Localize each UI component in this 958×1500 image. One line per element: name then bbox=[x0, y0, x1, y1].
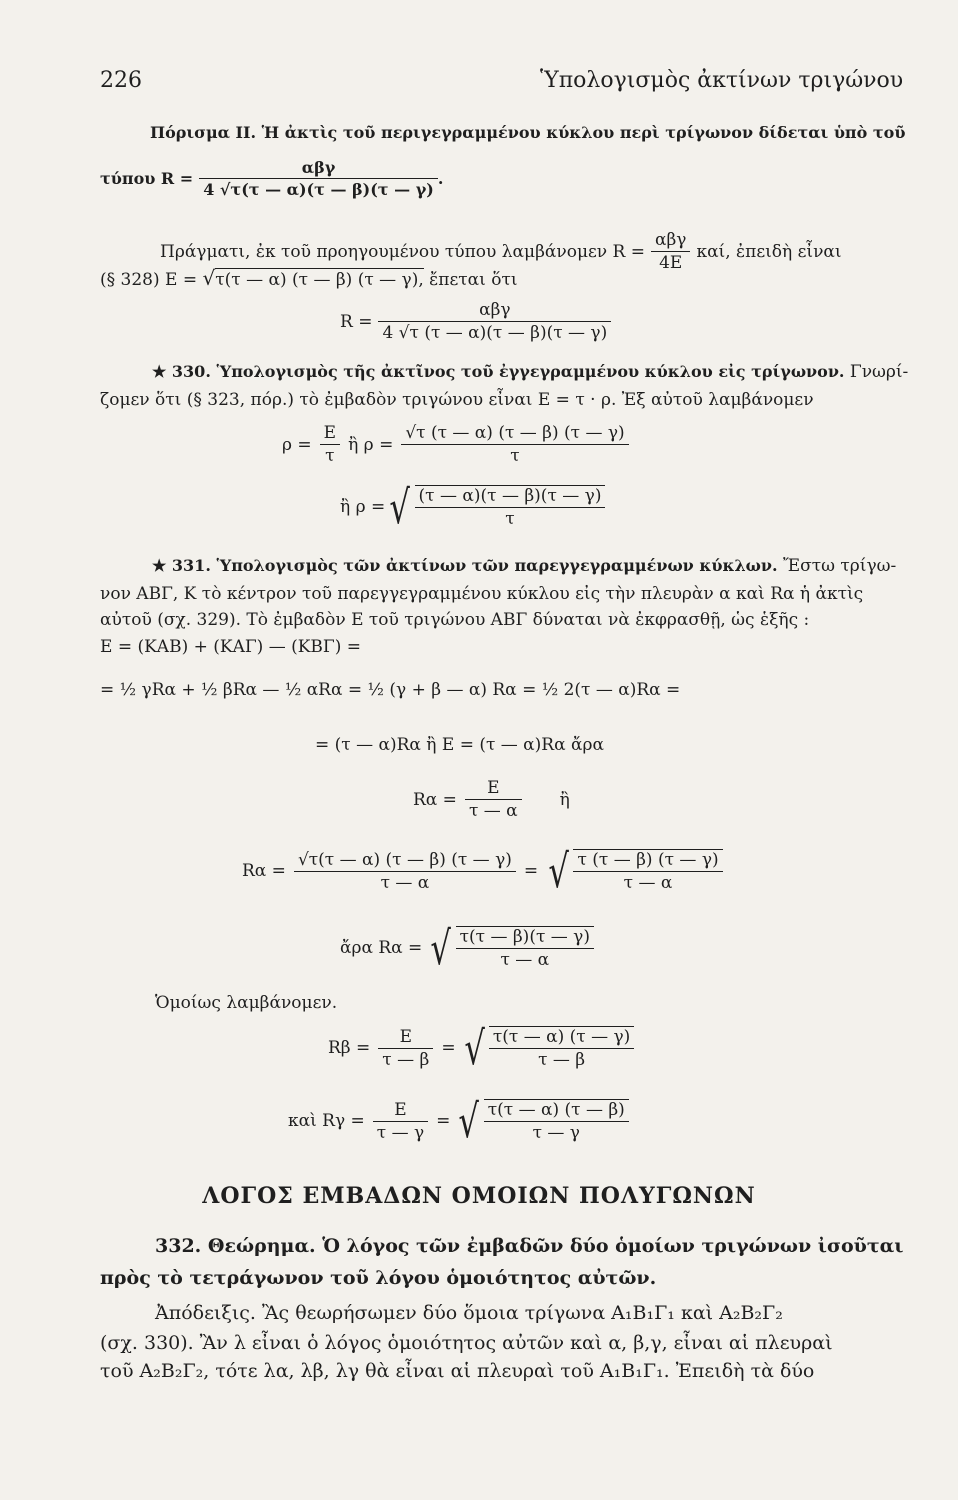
s331-eqB: = (τ — α)Rα ἢ Ε = (τ — α)Rα ἄρα bbox=[315, 735, 604, 755]
s331-omoios: Ὁμοίως λαμβάνομεν. bbox=[155, 993, 338, 1013]
s331-eqF bbox=[328, 1021, 634, 1075]
proof1-equation bbox=[340, 300, 611, 343]
s331-line2: νον ΑΒΓ, Κ τὸ κέντρον τοῦ παρεγγεγραμμένου κύκλου εἰς τὴν πλευρὰν α καὶ Rα ἡ ἀκτὶς bbox=[100, 584, 864, 604]
s331-eqC-fraction bbox=[465, 778, 522, 821]
s331-eqC bbox=[413, 778, 570, 821]
s331-eqG2-den: τ — γ bbox=[532, 1123, 580, 1143]
s331-line3: αὐτοῦ (σχ. 329). Τὸ ἐμβαδὸν Ε τοῦ τριγώνου ΑΒΓ δύναται νὰ ἐκφρασθῇ, ὡς ἑξῆς : bbox=[100, 610, 810, 630]
s331-eqG-lead: καὶ Rγ = bbox=[288, 1111, 365, 1131]
porisma-lead: τύπου R = bbox=[100, 169, 194, 188]
s331-eqE-root bbox=[426, 921, 594, 975]
s330-eq1b-den: τ bbox=[510, 446, 520, 466]
sqrt-symbol: √ bbox=[430, 921, 452, 975]
proof1-text-a: Πράγματι, ἐκ τοῦ προηγουμένου τύπου λαμβάνομεν R = bbox=[160, 241, 645, 262]
s330-eq2-num: (τ — α)(τ — β)(τ — γ) bbox=[415, 486, 606, 508]
s331-eqF-fraction bbox=[378, 1027, 433, 1070]
s331-eqD-eq: = bbox=[523, 861, 539, 881]
proof1-eq-lead: R = bbox=[340, 311, 373, 332]
s331-eqD bbox=[242, 844, 723, 898]
proof1-eq-num: αβγ bbox=[378, 300, 611, 322]
s331-eqA: = ½ γRα + ½ βRα — ½ αRα = ½ (γ + β — α) Rα = ½ 2(τ — α)Rα = bbox=[100, 680, 681, 700]
proof1-line2 bbox=[100, 266, 518, 290]
s331-eqF-lead: Rβ = bbox=[328, 1038, 371, 1058]
s331-eqC-lead: Rα = bbox=[413, 789, 457, 810]
s331-eqG-root bbox=[454, 1094, 628, 1148]
porisma-num: αβγ bbox=[199, 158, 438, 179]
sqrt-symbol: √ bbox=[458, 1094, 480, 1148]
s330-title-line bbox=[152, 362, 908, 382]
s331-eqE-den: τ — α bbox=[500, 950, 550, 970]
s331-eqD-fraction bbox=[294, 850, 516, 893]
s331-eqF-num: Ε bbox=[378, 1027, 433, 1049]
s331-eqD-lead: Rα = bbox=[242, 861, 286, 881]
s330-eq1-or: ἢ ρ = bbox=[348, 434, 394, 455]
s331-eqF2-num: τ(τ — α) (τ — γ) bbox=[489, 1027, 634, 1049]
s332-title: 332. Θεώρημα. Ὁ λόγος τῶν ἐμβαδῶν δύο ὁμοίων τριγώνων ἰσοῦται bbox=[155, 1235, 904, 1257]
s331-eqF-root bbox=[460, 1021, 635, 1075]
sqrt-symbol: √ bbox=[202, 266, 216, 290]
s331-title-line bbox=[152, 556, 896, 576]
s331-eqD-num: √τ(τ — α) (τ — β) (τ — γ) bbox=[294, 850, 516, 872]
porisma-fraction bbox=[199, 158, 438, 199]
s330-eq2 bbox=[340, 480, 605, 534]
s331-title: ★ 331. Ὑπολογισμὸς τῶν ἀκτίνων τῶν παρεγγεγραμμένων κύκλων. bbox=[152, 556, 778, 575]
chapter-heading: ΛΟΓΟΣ ΕΜΒΑΔΩΝ ΟΜΟΙΩΝ ΠΟΛΥΓΩΝΩΝ bbox=[202, 1183, 756, 1209]
proof1-radicand: τ(τ — α) (τ — β) (τ — γ), bbox=[215, 270, 424, 290]
s330-eq2-den: τ bbox=[505, 509, 515, 529]
proof1-eq-fraction bbox=[378, 300, 611, 343]
s331-eqE-lead: ἄρα Rα = bbox=[340, 938, 423, 958]
s331-eqC-den: τ — α bbox=[468, 801, 518, 821]
s331-eqF-den: τ — β bbox=[382, 1049, 430, 1070]
s332-line3: Ἀπόδειξις. Ἂς θεωρήσωμεν δύο ὅμοια τρίγωνα Α₁Β₁Γ₁ καὶ Α₂Β₂Γ₂ bbox=[155, 1302, 783, 1324]
s331-eqD2-num: τ (τ — β) (τ — γ) bbox=[573, 850, 722, 872]
s331-eqC-num: Ε bbox=[465, 778, 522, 800]
s330-eq2-fraction bbox=[415, 485, 606, 529]
s330-eq1b-fraction bbox=[401, 423, 628, 466]
s330-eq1-den: τ bbox=[325, 446, 335, 466]
running-title: Ὑπολογισμὸς ἀκτίνων τριγώνου bbox=[540, 68, 904, 93]
s331-eqG-num: Ε bbox=[373, 1100, 428, 1122]
s331-eqG2-fraction bbox=[484, 1099, 629, 1143]
s330-eq1 bbox=[282, 423, 629, 466]
proof1-den: 4Ε bbox=[659, 253, 683, 273]
proof1-fraction bbox=[651, 230, 690, 273]
s330-title-tail: Γνωρί- bbox=[849, 362, 909, 382]
proof1-line2-a: (§ 328) Ε = bbox=[100, 270, 198, 290]
s331-eqD-den: τ — α bbox=[380, 872, 430, 893]
s331-eqD2-fraction bbox=[573, 849, 722, 893]
s330-eq1-fraction bbox=[320, 423, 340, 466]
s331-eqD2-den: τ — α bbox=[623, 873, 673, 893]
s331-eqG2-num: τ(τ — α) (τ — β) bbox=[484, 1100, 629, 1122]
proof1-text-b: καί, ἐπειδὴ εἶναι bbox=[696, 241, 842, 262]
porisma-trail: . bbox=[437, 169, 444, 188]
s331-title-tail: Ἔστω τρίγω- bbox=[782, 556, 897, 576]
proof1-num: αβγ bbox=[651, 230, 690, 252]
s331-eqE-num: τ(τ — β)(τ — γ) bbox=[456, 927, 594, 949]
s331-eqE-fraction bbox=[456, 926, 594, 970]
sqrt-symbol: √ bbox=[548, 844, 570, 898]
s332-line5: τοῦ Α₂Β₂Γ₂, τότε λα, λβ, λγ θὰ εἶναι αἱ πλευραὶ τοῦ Α₁Β₁Γ₁. Ἐπειδὴ τὰ δύο bbox=[100, 1360, 815, 1382]
s330-title: ★ 330. Ὑπολογισμὸς τῆς ἀκτῖνος τοῦ ἐγγεγραμμένου κύκλου εἰς τρίγωνον. bbox=[152, 362, 845, 381]
s330-eq2-root bbox=[385, 480, 605, 534]
proof1-eq-den: 4 √τ (τ — α)(τ — β)(τ — γ) bbox=[382, 323, 608, 343]
s332-title2: πρὸς τὸ τετράγωνον τοῦ λόγου ὁμοιότητος αὐτῶν. bbox=[100, 1267, 657, 1289]
s330-line2: ζομεν ὅτι (§ 323, πόρ.) τὸ ἐμβαδὸν τριγώνου εἶναι Ε = τ · ρ. Ἐξ αὐτοῦ λαμβάνομεν bbox=[100, 390, 814, 410]
s331-line4: Ε = (ΚΑΒ) + (ΚΑΓ) — (ΚΒΓ) = bbox=[100, 637, 361, 657]
proof1-line2-b: ἔπεται ὅτι bbox=[429, 270, 518, 290]
s331-eqG bbox=[288, 1094, 629, 1148]
s331-eqG-den: τ — γ bbox=[376, 1122, 425, 1143]
s331-eqG-eq: = bbox=[436, 1111, 451, 1131]
s331-eqG-fraction bbox=[373, 1100, 428, 1143]
s331-eqF2-den: τ — β bbox=[538, 1050, 586, 1070]
s331-eqF-eq: = bbox=[441, 1038, 456, 1058]
porisma-formula bbox=[100, 158, 443, 199]
porisma-line1: Πόρισμα ΙΙ. Ἡ ἀκτὶς τοῦ περιγεγραμμένου κύκλου περὶ τρίγωνον δίδεται ὑπὸ τοῦ bbox=[150, 123, 906, 142]
s330-eq1b-num: √τ (τ — α) (τ — β) (τ — γ) bbox=[401, 423, 628, 445]
s331-eqE bbox=[340, 921, 594, 975]
page-number: 226 bbox=[100, 68, 142, 93]
s330-eq2-lead: ἢ ρ = bbox=[340, 497, 386, 517]
porisma-den: 4 √τ(τ — α)(τ — β)(τ — γ) bbox=[203, 180, 434, 199]
sqrt-symbol: √ bbox=[463, 1021, 485, 1075]
sqrt-symbol: √ bbox=[389, 480, 411, 534]
s331-eqF2-fraction bbox=[489, 1026, 634, 1070]
s331-eqC-tail: ἢ bbox=[559, 789, 570, 810]
s330-eq1-lead: ρ = bbox=[282, 434, 312, 455]
s330-eq1-num: Ε bbox=[320, 423, 340, 445]
s331-eqD-root bbox=[544, 844, 722, 898]
s332-line4: (σχ. 330). Ἂν λ εἶναι ὁ λόγος ὁμοιότητος αὐτῶν καὶ α, β,γ, εἶναι αἱ πλευραὶ bbox=[100, 1332, 833, 1354]
